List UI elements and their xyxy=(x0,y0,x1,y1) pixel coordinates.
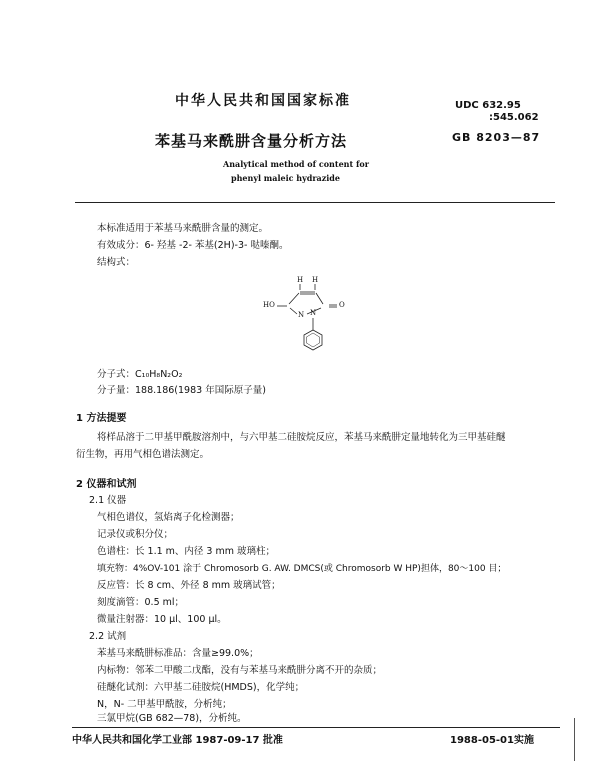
implementation-date: 1988-05-01实施 xyxy=(450,735,534,746)
oxygen-label: O xyxy=(339,301,345,309)
udc-line-1: UDC 632.95 xyxy=(455,100,521,111)
molecular-weight: 分子量：188.186(1983 年国际原子量) xyxy=(97,385,266,396)
structure-label: 结构式： xyxy=(97,257,136,268)
reagent-item: 硅醚化试剂：六甲基二硅胺烷(HMDS)，化学纯； xyxy=(97,682,305,693)
section-1-body-line-1: 将样品溶于二甲基甲酰胺溶剂中，与六甲基二硅胺烷反应，苯基马来酰肼定量地转化为三甲基硅醚 xyxy=(97,432,506,443)
section-2-2-title: 2.2 试剂 xyxy=(89,631,127,642)
molecule-drawing xyxy=(255,274,365,364)
approval-line: 中华人民共和国化学工业部 1987-09-17 批准 xyxy=(72,735,283,746)
section-2-title: 2 仪器和试剂 xyxy=(76,479,137,490)
hydrogen-label-1: H xyxy=(297,276,304,284)
instrument-item: 气相色谱仪，氢焰离子化检测器； xyxy=(97,512,240,523)
instrument-item: 微量注射器：10 μl、100 μl。 xyxy=(97,614,227,625)
section-1-title: 1 方法提要 xyxy=(76,413,127,424)
section-1-body-line-2: 衍生物，再用气相色谱法测定。 xyxy=(76,449,210,460)
instrument-item: 记录仪或积分仪； xyxy=(97,529,174,540)
nitrogen-label-2: N xyxy=(310,309,317,317)
udc-line-2: :545.062 xyxy=(489,112,539,123)
standard-name: 中华人民共和国国家标准 xyxy=(175,93,351,109)
nitrogen-label-1: N xyxy=(298,311,305,319)
reagent-item: 内标物：邻苯二甲酸二戊酯，没有与苯基马来酰肼分离不开的杂质； xyxy=(97,665,383,676)
footer-divider xyxy=(72,727,560,728)
section-2-1-title: 2.1 仪器 xyxy=(89,495,127,506)
instrument-item: 反应管：长 8 cm、外径 8 mm 玻璃试管； xyxy=(97,580,281,591)
instrument-item: 刻度滴管：0.5 ml； xyxy=(97,597,185,608)
structural-formula xyxy=(255,274,365,364)
scan-margin-line xyxy=(574,718,575,761)
molecular-formula: 分子式：C₁₀H₈N₂O₂ xyxy=(97,369,183,380)
instrument-item: 填充物：4%OV-101 涂于 Chromosorb G. AW. DMCS(或 Chromosorb W HP)担体，80～100 目； xyxy=(97,564,507,574)
hydroxyl-label: HO xyxy=(263,301,275,309)
document-title: 苯基马来酰肼含量分析方法 xyxy=(155,132,348,150)
english-title-line-1: Analytical method of content for xyxy=(223,159,369,169)
udc-code xyxy=(455,100,539,124)
hydrogen-label-2: H xyxy=(312,276,319,284)
scope-text: 本标准适用于苯基马来酰肼含量的测定。 xyxy=(97,223,269,234)
reagent-item: N，N- 二甲基甲酰胺，分析纯； xyxy=(97,699,232,710)
reagent-item: 三氯甲烷(GB 682—78)，分析纯。 xyxy=(97,713,247,724)
instrument-item: 色谱柱：长 1.1 m、内径 3 mm 玻璃柱； xyxy=(97,546,276,557)
english-title-line-2: phenyl maleic hydrazide xyxy=(231,173,340,183)
gb-number: GB 8203—87 xyxy=(452,131,541,144)
header-divider xyxy=(75,202,555,203)
ingredient-text: 有效成分：6- 羟基 -2- 苯基(2H)-3- 哒嗪酮。 xyxy=(97,240,289,251)
reagent-item: 苯基马来酰肼标准品：含量≥99.0%； xyxy=(97,648,259,659)
